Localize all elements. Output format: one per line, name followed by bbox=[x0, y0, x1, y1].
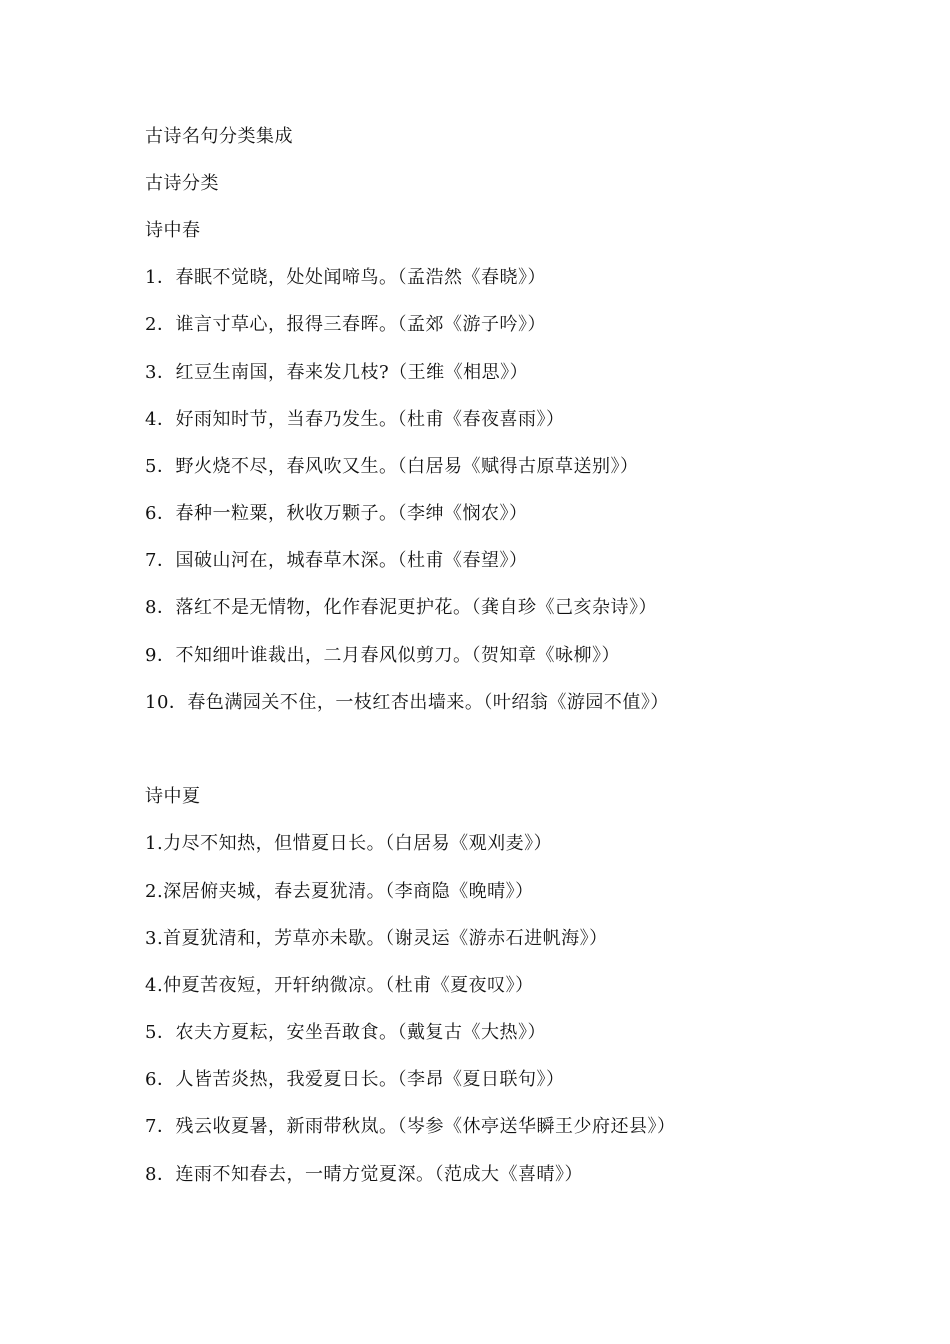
spring-item-8: 8．落红不是无情物，化作春泥更护花。（龚自珍《己亥杂诗》） bbox=[145, 597, 657, 618]
summer-item-7: 7．残云收夏暑，新雨带秋岚。（岑参《休亭送华瞬王少府还县》） bbox=[145, 1116, 676, 1137]
spring-item-1: 1．春眠不觉晓，处处闻啼鸟。（孟浩然《春晓》） bbox=[145, 267, 546, 288]
spring-item-6: 6．春种一粒粟，秋收万颗子。（李绅《悯农》） bbox=[145, 503, 528, 524]
spring-item-2: 2．谁言寸草心，报得三春晖。（孟郊《游子吟》） bbox=[145, 314, 546, 335]
section-heading-spring: 诗中春 bbox=[145, 220, 201, 241]
spring-item-3: 3．红豆生南国，春来发几枝?（王维《相思》） bbox=[145, 362, 529, 383]
summer-item-8: 8．连雨不知春去，一晴方觉夏深。（范成大《喜晴》） bbox=[145, 1164, 583, 1185]
summer-item-6: 6．人皆苦炎热，我爱夏日长。（李昂《夏日联句》） bbox=[145, 1069, 565, 1090]
spring-item-10: 10．春色满园关不住，一枝红杏出墙来。（叶绍翁《游园不值》） bbox=[145, 692, 669, 713]
summer-item-2: 2.深居俯夹城，春去夏犹清。（李商隐《晚晴》） bbox=[145, 881, 534, 902]
summer-item-4: 4.仲夏苦夜短，开轩纳微凉。（杜甫《夏夜叹》） bbox=[145, 975, 534, 996]
spring-item-5: 5．野火烧不尽，春风吹又生。（白居易《赋得古原草送别》） bbox=[145, 456, 639, 477]
document-subtitle: 古诗分类 bbox=[145, 173, 219, 194]
document-title: 古诗名句分类集成 bbox=[145, 126, 293, 147]
summer-item-3: 3.首夏犹清和，芳草亦未歇。（谢灵运《游赤石进帆海》） bbox=[145, 928, 608, 949]
spring-item-4: 4．好雨知时节，当春乃发生。（杜甫《春夜喜雨》） bbox=[145, 409, 565, 430]
spring-item-9: 9．不知细叶谁裁出，二月春风似剪刀。（贺知章《咏柳》） bbox=[145, 645, 620, 666]
summer-item-5: 5．农夫方夏耘，安坐吾敢食。（戴复古《大热》） bbox=[145, 1022, 546, 1043]
spring-item-7: 7．国破山河在，城春草木深。（杜甫《春望》） bbox=[145, 550, 528, 571]
section-heading-summer: 诗中夏 bbox=[145, 786, 201, 807]
summer-item-1: 1.力尽不知热，但惜夏日长。（白居易《观刈麦》） bbox=[145, 833, 553, 854]
